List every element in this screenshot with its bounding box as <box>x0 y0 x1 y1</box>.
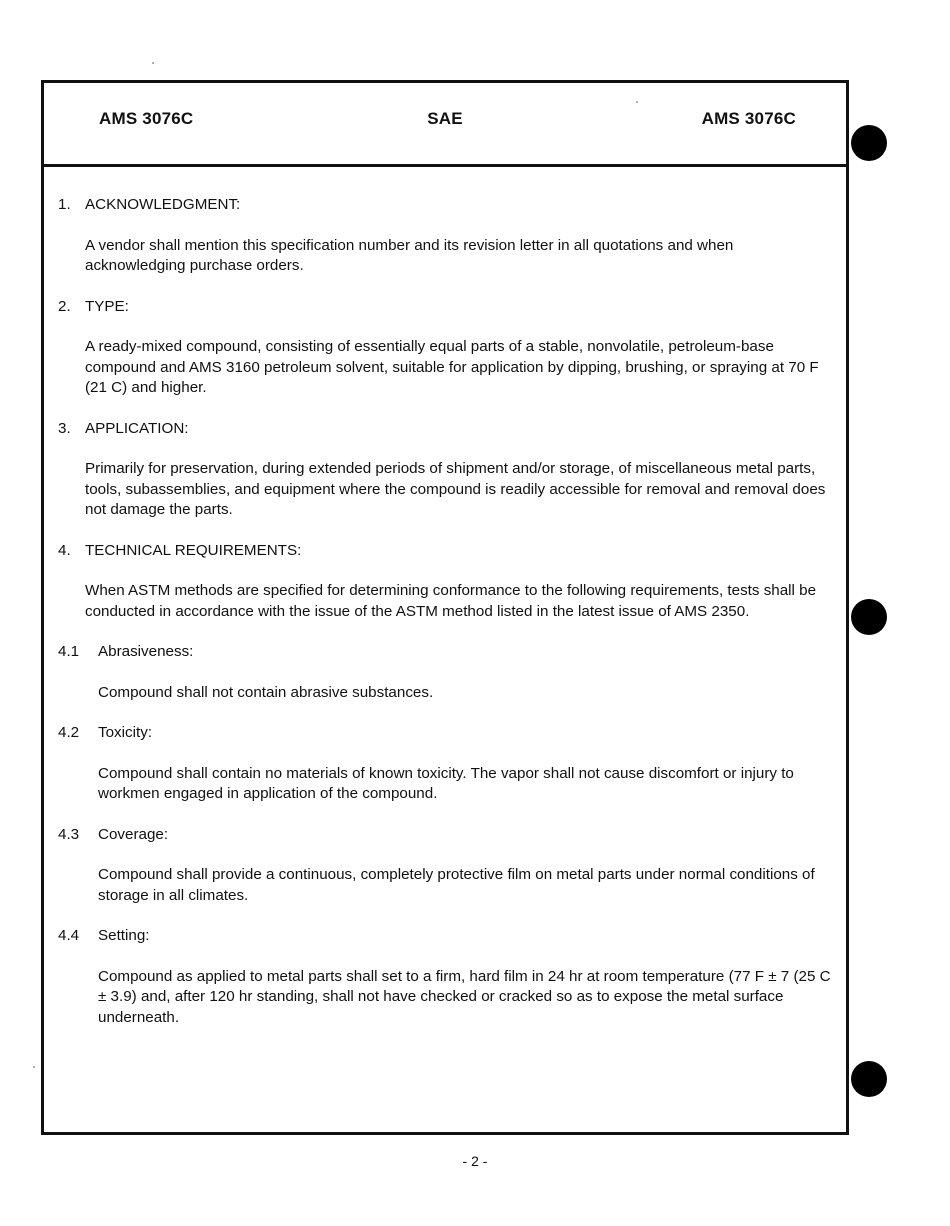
subsection-number: 4.4 <box>58 927 80 944</box>
subsection-paragraph: Compound shall contain no materials of known toxicity. The vapor shall not cause discomfort or injury to workmen engaged in application of the compound. <box>98 764 794 802</box>
document-body <box>58 195 834 1048</box>
page-frame <box>41 80 849 1135</box>
subsection-number: 4.2 <box>58 724 80 741</box>
section-number: 3. <box>58 419 71 437</box>
section-number: 2. <box>58 297 71 315</box>
subsection-heading <box>58 825 834 846</box>
section-heading <box>58 195 834 216</box>
subsection-title: Toxicity: <box>98 724 153 741</box>
section-title: ACKNOWLEDGMENT: <box>85 196 241 213</box>
section-title: APPLICATION: <box>85 419 189 437</box>
section-paragraph: A ready-mixed compound, consisting of essentially equal parts of a stable, nonvolatile, petroleum-base compound and AMS 3160 petroleum solvent, suitable for application by dipping, brushing, or spraying at 70 F (21 C) and higher. <box>85 338 819 396</box>
section-title: TYPE: <box>85 297 129 315</box>
subsection-number: 4.3 <box>58 825 80 843</box>
scan-speck <box>33 1066 35 1068</box>
scan-speck <box>152 62 154 64</box>
section-number: 1. <box>58 196 71 213</box>
subsection-heading <box>58 642 834 663</box>
scan-speck <box>636 101 638 103</box>
page-number: - 2 - <box>462 1153 488 1169</box>
header-spec-right: AMS 3076C <box>701 109 796 128</box>
revision-marker-dot <box>851 125 887 161</box>
subsection-title: Setting: <box>98 927 150 944</box>
page-header <box>44 83 846 167</box>
section-paragraph: When ASTM methods are specified for determining conformance to the following requirements, tests shall be conducted in accordance with the issue of the ASTM method listed in the latest issue of AMS 2350. <box>85 582 817 620</box>
subsection-heading <box>58 723 834 744</box>
section-number: 4. <box>58 541 71 559</box>
header-org: SAE <box>427 109 463 128</box>
section-paragraph: A vendor shall mention this specification number and its revision letter in all quotations and when acknowledging purchase orders. <box>85 236 734 274</box>
section-heading <box>58 297 834 318</box>
section-title: TECHNICAL REQUIREMENTS: <box>85 541 302 559</box>
section-paragraph: Primarily for preservation, during extended periods of shipment and/or storage, of miscellaneous metal parts, tools, subassemblies, and equipment where the compound is readily accessible for removal and removal does not damage the parts. <box>85 460 826 518</box>
revision-marker-dot <box>851 1061 887 1097</box>
subsection-title: Abrasiveness: <box>98 643 194 660</box>
subsection-title: Coverage: <box>98 825 169 843</box>
subsection-paragraph: Compound shall provide a continuous, completely protective film on metal parts under normal conditions of storage in all climates. <box>98 866 815 904</box>
subsection-paragraph: Compound as applied to metal parts shall set to a firm, hard film in 24 hr at room temperature (77 F ± 7 (25 C ± 3.9) and, after 120 hr standing, shall not have checked or cracked so as to expose the metal surface underneath. <box>98 967 831 1026</box>
header-spec-left: AMS 3076C <box>99 109 194 128</box>
revision-marker-dot <box>851 599 887 635</box>
subsection-number: 4.1 <box>58 643 80 660</box>
subsection-heading <box>58 926 834 947</box>
section-heading <box>58 541 834 562</box>
section-heading <box>58 419 834 440</box>
subsection-paragraph: Compound shall not contain abrasive substances. <box>98 683 434 701</box>
